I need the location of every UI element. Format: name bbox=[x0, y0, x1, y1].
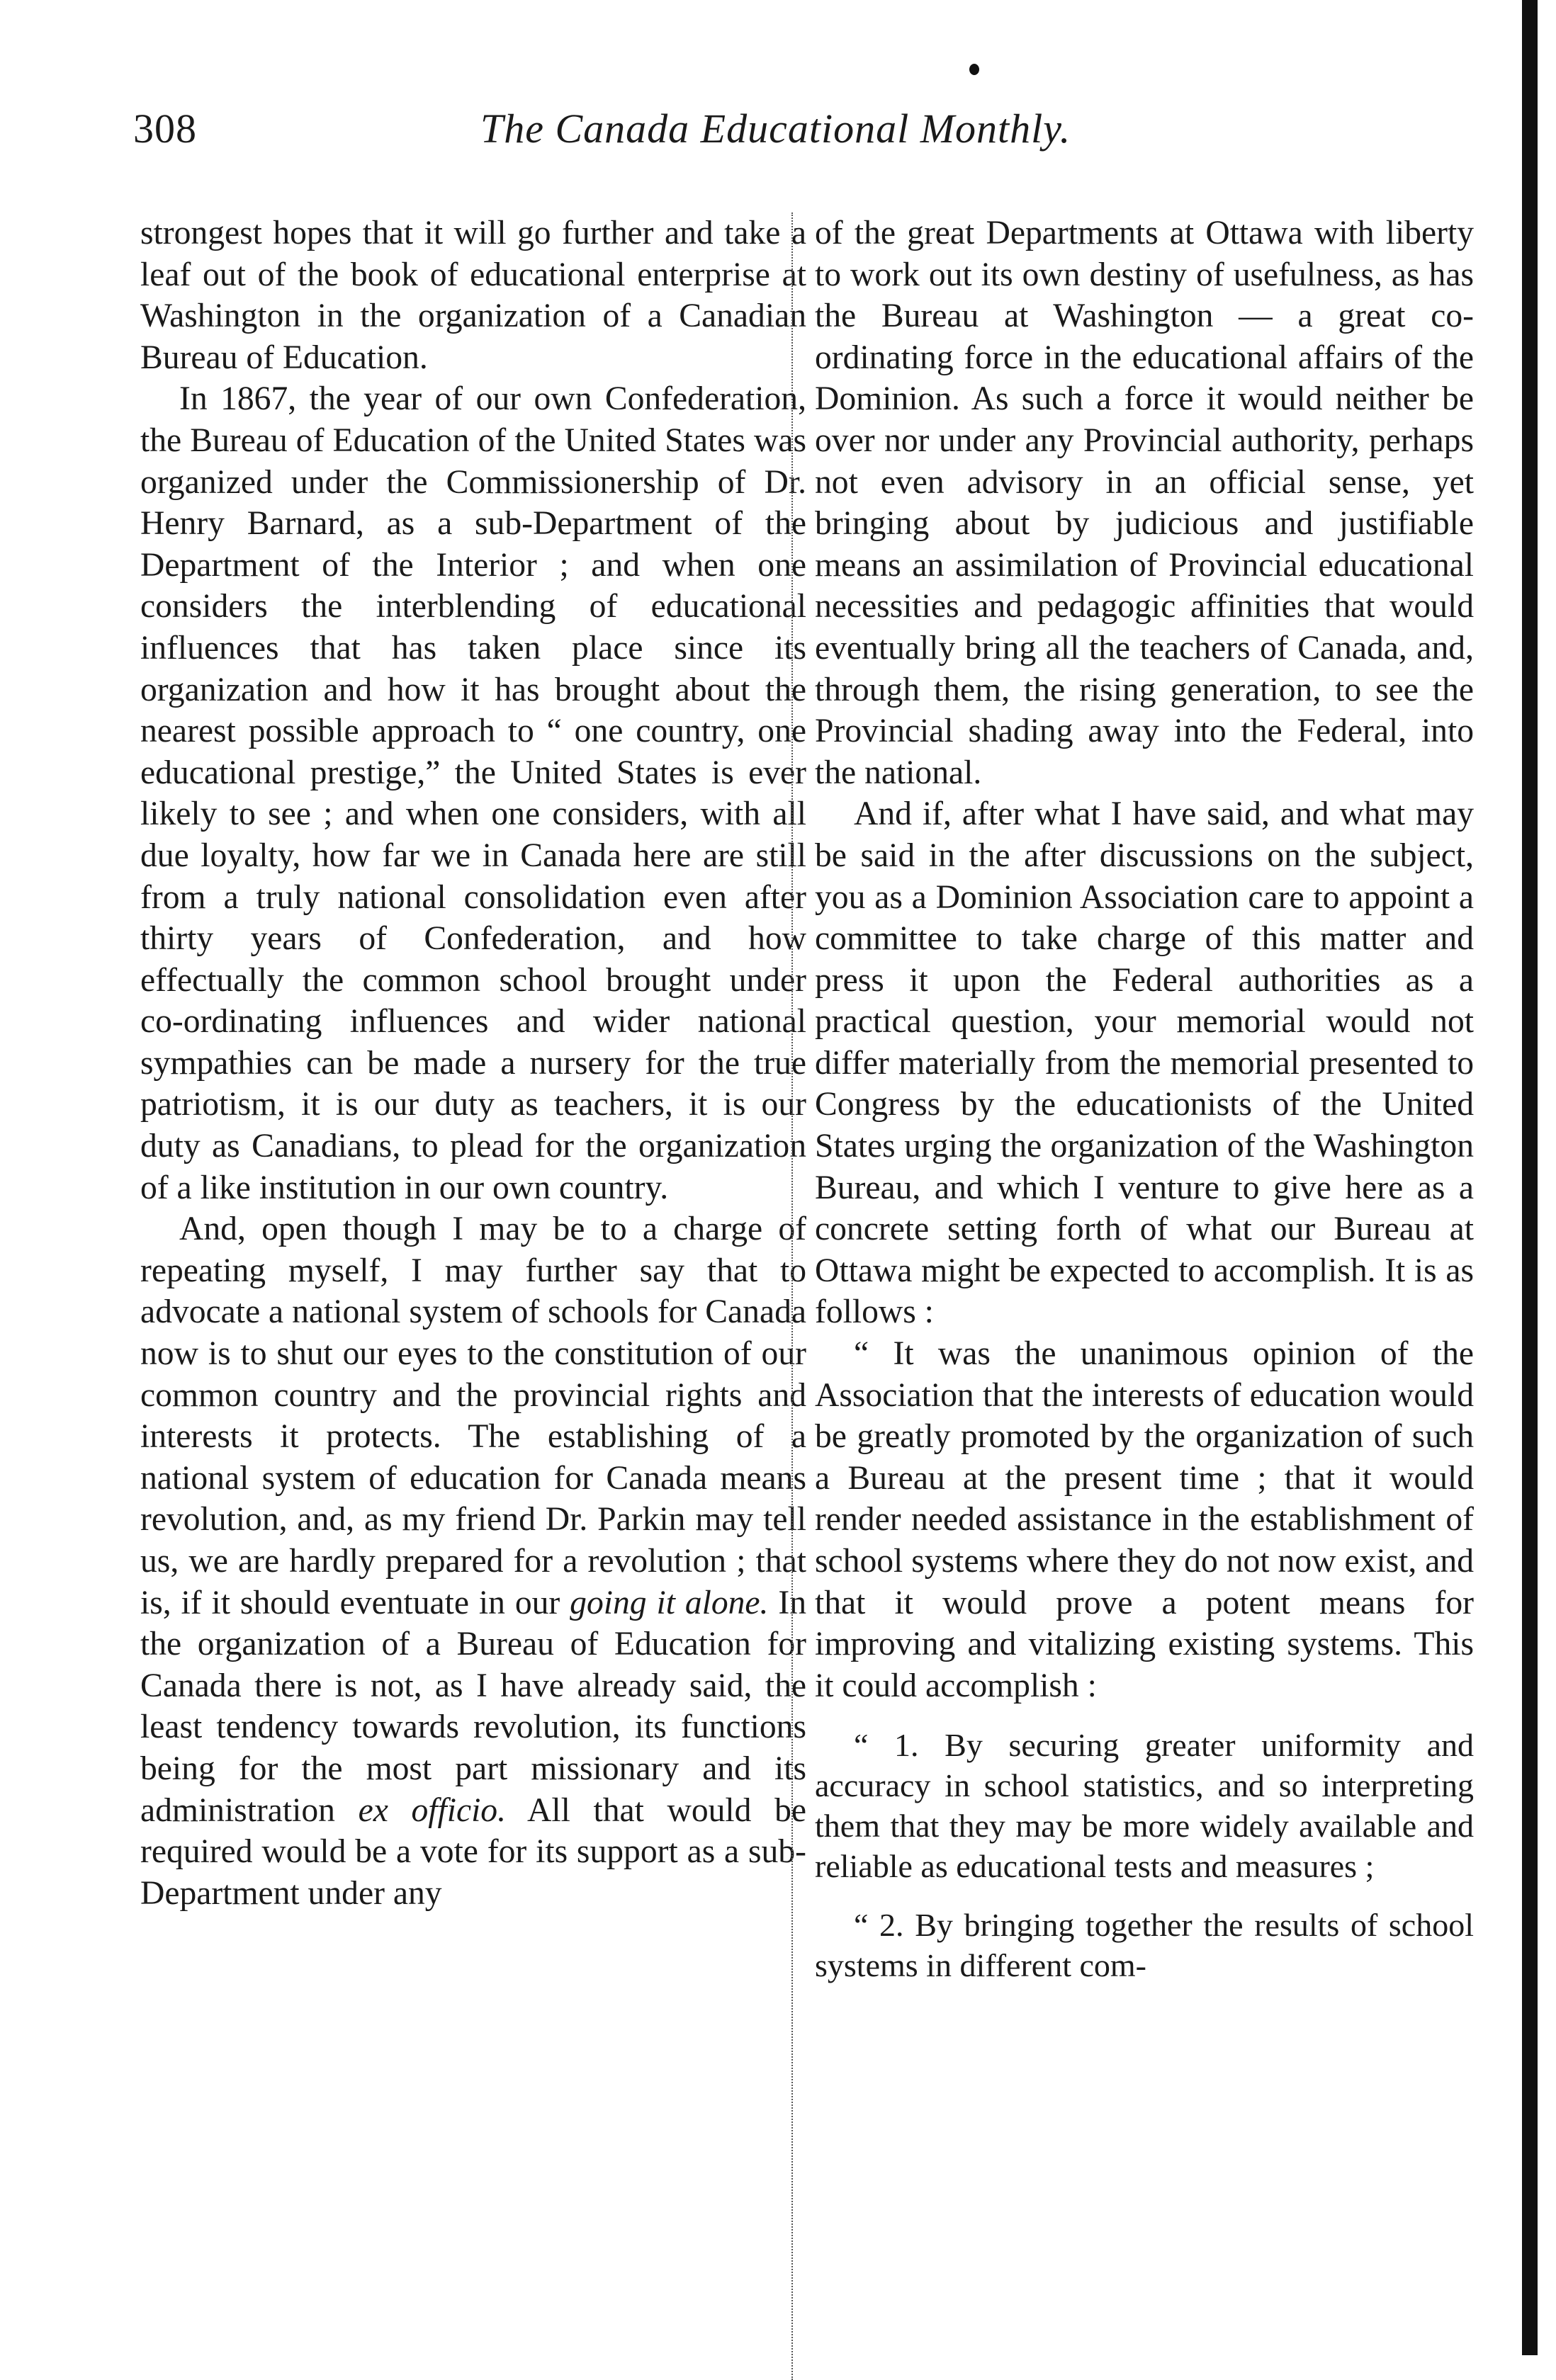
memorial-item-2: “ 2. By bringing together the results of school systems in different com- bbox=[815, 1907, 1474, 1984]
scan-edge-bar bbox=[1522, 0, 1538, 2355]
page-number: 308 bbox=[133, 106, 197, 152]
running-title: The Canada Educational Monthly. bbox=[480, 106, 1071, 152]
right-paragraph-3: “ It was the unanimous opinion of the Association that the interests of education would be greatly promoted by the organization of such a Bureau at the present time ; that it would render needed assistance in the establishment of school systems where they do not now exist, and that it would prove a potent means for improving and vitalizing existing systems. This it could accomplish : bbox=[815, 1335, 1474, 1704]
left-paragraph-2: In 1867, the year of our own Confederation, the Bureau of Education of the United States was organized under the Commissionership of Dr. Henry Barnard, as a sub-Department of the Department of the Interior ; and when one considers the interblending of educational influences that has taken place since its organization and how it has brought about the nearest possible approach to “ one country, one educational prestige,” the United States is ever likely to see ; and when one considers, with all due loyalty, how far we in Canada here are still from a truly national consolidation even after thirty years of Confederation, and how effectually the common school brought under co-ordinating influences and wider national sympathies can be made a nursery for the true patriotism, it is our duty as teachers, it is our duty as Canadians, to plead for the organization of a like institution in our own country. bbox=[140, 380, 806, 1206]
memorial-item-1: “ 1. By securing greater uniformity and accuracy in school statistics, and so interpreting them that they may be more widely available and reliable as educational tests and measures ; bbox=[815, 1727, 1474, 1885]
right-column bbox=[815, 212, 1474, 1985]
right-paragraph-2: And if, after what I have said, and what may be said in the after discussions on the subject, you as a Dominion Association care to appoint a committee to take charge of this matter and press it upon the Federal authorities as a practical question, your memorial would not differ materially from the memorial presented to Congress by the educationists of the United States urging the organization of the Washington Bureau, and which I venture to give here as a concrete setting forth of what our Bureau at Ottawa might be expected to accomplish. It is as follows : bbox=[815, 795, 1474, 1331]
left-paragraph-1: strongest hopes that it will go further and take a leaf out of the book of educational enterprise at Washington in the organization of a Canadian Bureau of Education. bbox=[140, 215, 806, 376]
right-paragraph-1: of the great Departments at Ottawa with liberty to work out its own destiny of usefulness, as has the Bureau at Washington — a great co-ordinating force in the educational affairs of the Dominion. As such a force it would neither be over nor under any Provincial authority, perhaps not even advisory in an official sense, yet bringing about by judicious and justifiable means an assimilation of Provincial educational necessities and pedagogic affinities that would eventually bring all the teachers of Canada, and, through them, the rising generation, to see the Provincial shading away into the Federal, into the national. bbox=[815, 215, 1474, 791]
left-paragraph-3-part-c: All that would be required would be a vote for its support as a sub-Department under any bbox=[140, 1791, 807, 1912]
italic-ex-officio: ex officio. bbox=[358, 1791, 506, 1829]
page-header bbox=[133, 105, 1189, 169]
left-paragraph-3-part-b: In the organization of a Bureau of Education for Canada there is not, as I have already said, the least tendency towards revolution, its functions being for the most part missionary and its administration bbox=[140, 1584, 807, 1829]
left-column bbox=[140, 212, 806, 1914]
italic-going-it-alone: going it alone. bbox=[570, 1584, 769, 1621]
left-paragraph-3 bbox=[140, 1208, 806, 1914]
left-paragraph-3-part-a: And, open though I may be to a charge of repeating myself, I may further say that to advocate a national system of schools for Canada now is to shut our eyes to the constitution of our common country and the provincial rights and interests it protects. The establishing of a national system of education for Canada means revolution, and, as my friend Dr. Parkin may tell us, we are hardly prepared for a revolution ; that is, if it should eventuate in our bbox=[140, 1211, 806, 1621]
ink-dot bbox=[969, 64, 979, 75]
column-divider bbox=[791, 212, 793, 2380]
